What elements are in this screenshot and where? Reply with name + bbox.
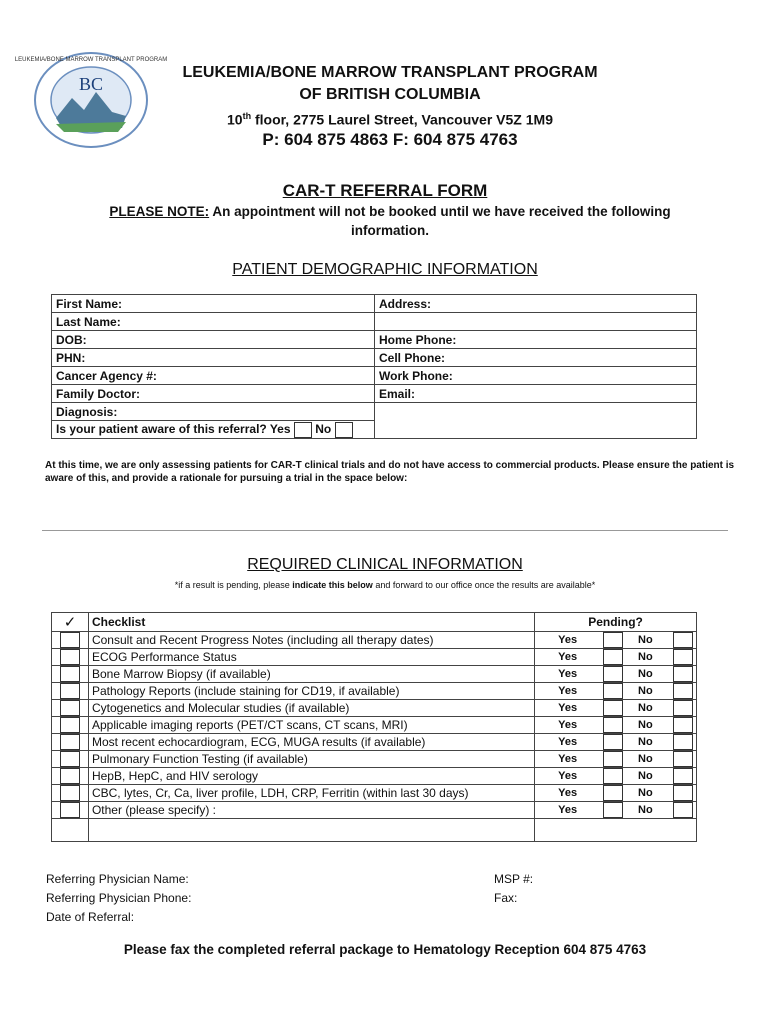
checklist-checkbox[interactable] (60, 802, 80, 818)
demographics-title: PATIENT DEMOGRAPHIC INFORMATION (232, 261, 538, 278)
checklist-row (52, 802, 697, 819)
referring-info (46, 870, 191, 927)
checklist-cell (52, 717, 89, 734)
aware-no-label: No (315, 421, 332, 436)
checklist-checkbox[interactable] (60, 768, 80, 784)
fax-field[interactable]: Fax: (494, 891, 518, 905)
checklist-item-label: ECOG Performance Status (88, 649, 534, 666)
pending-cell (535, 649, 697, 666)
pending-no-checkbox[interactable] (673, 632, 693, 648)
checklist-cell (52, 751, 89, 768)
pending-yes-label: Yes (558, 804, 578, 816)
clinical-title: REQUIRED CLINICAL INFORMATION (247, 556, 523, 573)
checklist-checkbox[interactable] (60, 717, 80, 733)
pending-cell (535, 632, 697, 649)
pending-no-checkbox[interactable] (673, 649, 693, 665)
pending-yes-label: Yes (558, 787, 578, 799)
checklist-checkbox[interactable] (60, 751, 80, 767)
checklist-cell (52, 802, 89, 819)
pending-yes-label: Yes (558, 702, 578, 714)
pending-no-label: No (638, 668, 653, 680)
pending-yes-label: Yes (558, 668, 578, 680)
pending-yes-checkbox[interactable] (603, 649, 623, 665)
checklist-item-label: Consult and Recent Progress Notes (including all therapy dates) (88, 632, 534, 649)
pending-no-label: No (638, 651, 653, 663)
msp-fax-info (494, 870, 533, 908)
referring-phone-field[interactable]: Referring Physician Phone: (46, 891, 192, 905)
pending-no-checkbox[interactable] (673, 666, 693, 682)
pending-yes-label: Yes (558, 685, 578, 697)
checklist-cell (52, 734, 89, 751)
pending-header: Pending? (535, 613, 697, 632)
program-logo (14, 50, 168, 150)
pending-cell (535, 666, 697, 683)
pending-no-label: No (638, 685, 653, 697)
checklist-checkbox[interactable] (60, 632, 80, 648)
pending-no-label: No (638, 736, 653, 748)
pending-no-checkbox[interactable] (673, 700, 693, 716)
checklist-checkbox[interactable] (60, 649, 80, 665)
checklist-checkbox[interactable] (60, 785, 80, 801)
checklist-item-label: HepB, HepC, and HIV serology (88, 768, 534, 785)
checklist-row (52, 666, 697, 683)
demographics-table (51, 294, 697, 439)
pending-no-checkbox[interactable] (673, 785, 693, 801)
pending-yes-checkbox[interactable] (603, 751, 623, 767)
blank-cell (88, 819, 534, 842)
pending-no-label: No (638, 753, 653, 765)
pending-no-label: No (638, 702, 653, 714)
checklist-checkbox[interactable] (60, 683, 80, 699)
pending-yes-checkbox[interactable] (603, 785, 623, 801)
checklist-cell (52, 700, 89, 717)
address-field[interactable]: Address: (375, 295, 697, 313)
pending-no-label: No (638, 804, 653, 816)
diagnosis-field[interactable]: Diagnosis: (52, 403, 375, 421)
checklist-cell (52, 768, 89, 785)
checklist-item-label: Cytogenetics and Molecular studies (if available) (88, 700, 534, 717)
other-specify-row[interactable] (52, 819, 697, 842)
checklist-cell (52, 666, 89, 683)
pending-cell (535, 785, 697, 802)
pending-cell (535, 700, 697, 717)
checklist-item-label: Most recent echocardiogram, ECG, MUGA results (if available) (88, 734, 534, 751)
clinical-checklist-table (51, 612, 697, 842)
right-blank-cell (375, 403, 697, 439)
checklist-row (52, 751, 697, 768)
pending-no-label: No (638, 719, 653, 731)
pending-no-checkbox[interactable] (673, 683, 693, 699)
aware-label: Is your patient aware of this referral? Yes (56, 421, 291, 436)
logo-ring-text: LEUKEMIA/BONE MARROW TRANSPLANT PROGRAM (14, 57, 168, 63)
dob-field[interactable]: DOB: (52, 331, 375, 349)
email-field[interactable]: Email: (375, 385, 697, 403)
pending-yes-checkbox[interactable] (603, 734, 623, 750)
first-name-field[interactable]: First Name: (52, 295, 375, 313)
checklist-cell (52, 649, 89, 666)
program-title-line1: LEUKEMIA/BONE MARROW TRANSPLANT PROGRAM (182, 64, 598, 81)
referring-name-field[interactable]: Referring Physician Name: (46, 872, 189, 886)
pending-yes-checkbox[interactable] (603, 802, 623, 818)
checklist-checkbox[interactable] (60, 666, 80, 682)
checklist-row (52, 785, 697, 802)
check-icon: ✓ (52, 613, 89, 632)
checklist-row (52, 683, 697, 700)
pending-no-checkbox[interactable] (673, 734, 693, 750)
referral-date-field[interactable]: Date of Referral: (46, 910, 135, 924)
pending-no-label: No (638, 770, 653, 782)
checklist-checkbox[interactable] (60, 734, 80, 750)
checklist-row (52, 649, 697, 666)
pending-cell (535, 734, 697, 751)
checklist-checkbox[interactable] (60, 700, 80, 716)
checklist-item-label: Other (please specify) : (88, 802, 534, 819)
checklist-row (52, 734, 697, 751)
pending-cell (535, 683, 697, 700)
cancer-agency-field[interactable]: Cancer Agency #: (52, 367, 375, 385)
work-phone-field[interactable]: Work Phone: (375, 367, 697, 385)
pending-yes-label: Yes (558, 651, 578, 663)
msp-field[interactable]: MSP #: (494, 872, 534, 886)
program-phone-fax: P: 604 875 4863 F: 604 875 4763 (262, 130, 518, 149)
checklist-item-label: Applicable imaging reports (PET/CT scans, CT scans, MRI) (88, 717, 534, 734)
program-title-line2: OF BRITISH COLUMBIA (299, 86, 481, 103)
assessment-notice: At this time, we are only assessing patients for CAR-T clinical trials and do not have access to commercial products. Please ensure the patient is aware of this, and provide a rationale for pursuing a trial in the space below: (45, 460, 735, 484)
pending-cell (535, 717, 697, 734)
pending-no-checkbox[interactable] (673, 717, 693, 733)
please-note: PLEASE NOTE: An appointment will not be booked until we have received the following information. (109, 204, 671, 238)
checklist-item-label: Bone Marrow Biopsy (if available) (88, 666, 534, 683)
pending-yes-checkbox[interactable] (603, 632, 623, 648)
pending-cell (535, 768, 697, 785)
checklist-item-label: Pathology Reports (include staining for CD19, if available) (88, 683, 534, 700)
pending-yes-label: Yes (558, 736, 578, 748)
checklist-cell (52, 632, 89, 649)
program-address: 10th floor, 2775 Laurel Street, Vancouver V5Z 1M9 (227, 111, 553, 128)
pending-no-label: No (638, 634, 653, 646)
pending-cell (535, 802, 697, 819)
checklist-item-label: CBC, lytes, Cr, Ca, liver profile, LDH, CRP, Ferritin (within last 30 days) (88, 785, 534, 802)
checklist-row (52, 632, 697, 649)
pending-yes-checkbox[interactable] (603, 717, 623, 733)
family-doctor-field[interactable]: Family Doctor: (52, 385, 375, 403)
rationale-line[interactable] (42, 530, 728, 531)
logo-text: BC (78, 74, 104, 94)
checklist-cell (52, 683, 89, 700)
pending-no-checkbox[interactable] (673, 768, 693, 784)
checklist-item-label: Pulmonary Function Testing (if available) (88, 751, 534, 768)
pending-yes-label: Yes (558, 719, 578, 731)
last-name-field[interactable]: Last Name: (52, 313, 375, 331)
pending-no-checkbox[interactable] (673, 751, 693, 767)
form-title: CAR-T REFERRAL FORM (282, 181, 488, 200)
aware-yes-checkbox[interactable] (294, 422, 312, 438)
phn-field[interactable]: PHN: (52, 349, 375, 367)
cell-phone-field[interactable]: Cell Phone: (375, 349, 697, 367)
pending-note: *if a result is pending, please indicate this below and forward to our office once the results are available* (174, 580, 596, 590)
checklist-row (52, 700, 697, 717)
pending-yes-label: Yes (558, 634, 578, 646)
pending-yes-label: Yes (558, 770, 578, 782)
address-field-2[interactable] (375, 313, 697, 331)
pending-yes-checkbox[interactable] (603, 768, 623, 784)
pending-yes-checkbox[interactable] (603, 683, 623, 699)
blank-cell (52, 819, 89, 842)
checklist-header: Checklist (88, 613, 534, 632)
pending-yes-checkbox[interactable] (603, 666, 623, 682)
fax-instruction: Please fax the completed referral package to Hematology Reception 604 875 4763 (123, 942, 647, 957)
pending-cell (535, 751, 697, 768)
home-phone-field[interactable]: Home Phone: (375, 331, 697, 349)
pending-no-label: No (638, 787, 653, 799)
pending-yes-label: Yes (558, 753, 578, 765)
checklist-row (52, 768, 697, 785)
checklist-row (52, 717, 697, 734)
aware-no-checkbox[interactable] (335, 422, 353, 438)
aware-row (52, 421, 375, 439)
blank-cell (535, 819, 697, 842)
pending-yes-checkbox[interactable] (603, 700, 623, 716)
checklist-cell (52, 785, 89, 802)
pending-no-checkbox[interactable] (673, 802, 693, 818)
